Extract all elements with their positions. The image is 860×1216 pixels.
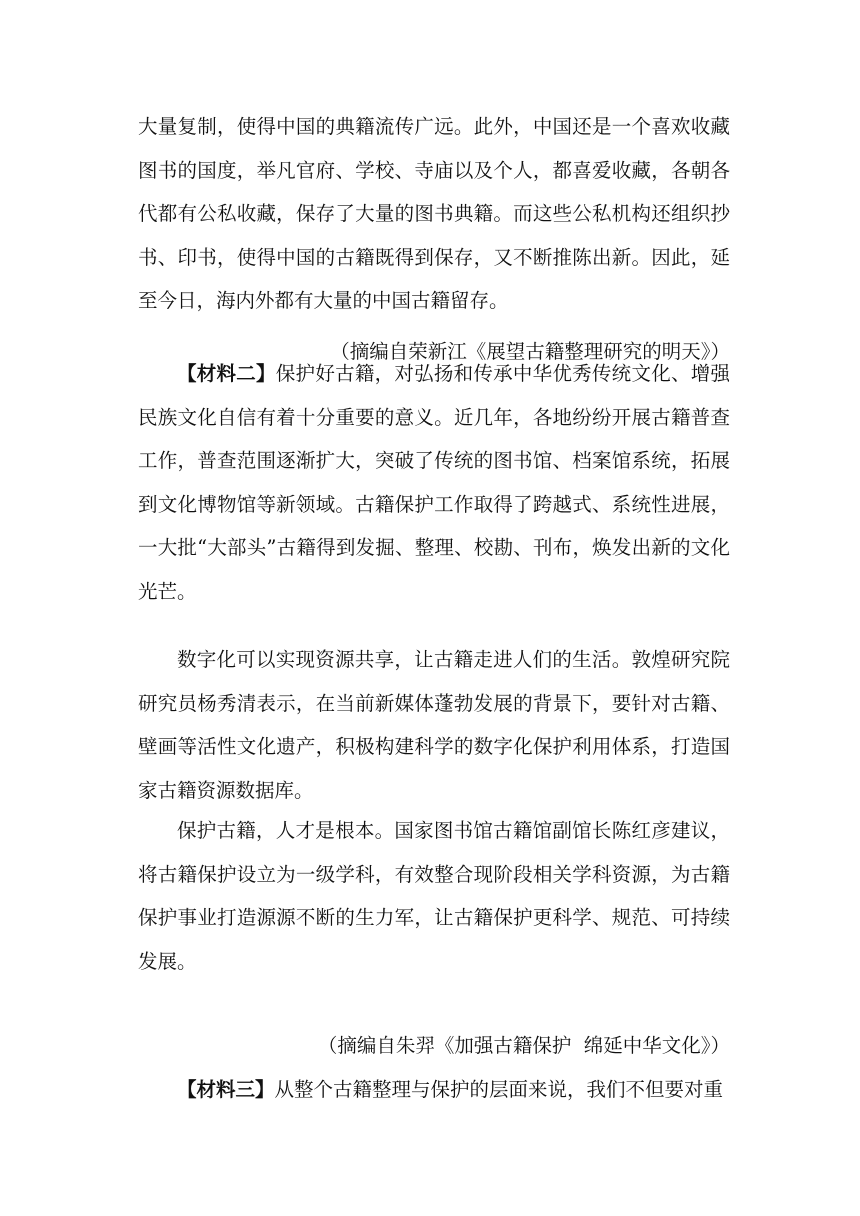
paragraph-continued: 大量复制，使得中国的典籍流传广远。此外，中国还是一个喜欢收藏图书的国度，举凡官府、学校、寺庙以及个人，都喜爱收藏，各朝各代都有公私收藏，保存了大量的图书典籍。而这些公私机构还组织抄书、印书，使得中国的古籍既得到保存，又不断推陈出新。因此，延至今日，海内外都有大量的中国古籍留存。 [138,115,730,313]
material-3-tag: 【材料三】 [177,1078,275,1101]
material-3-text: 从整个古籍整理与保护的层面来说，我们不但要对重 [274,1078,724,1101]
material-2-tag: 【材料二】 [177,362,276,385]
source-citation-1: （摘编自荣新江《展望古籍整理研究的明天》） [330,340,730,363]
material-2-text: 保护好古籍，对弘扬和传承中华优秀传统文化、增强民族文化自信有着十分重要的意义。近几年，各地纷纷开展古籍普查工作，普查范围逐渐扩大，突破了传统的图书馆、档案馆系统，拓展到文化博物馆等新领域。古籍保护工作取得了跨越式、系统性进展，一大批“大部头”古籍得到发掘、整理、校勘、刊布，焕发出新的文化光芒。 [138,362,730,603]
digitization-paragraph: 数字化可以实现资源共享，让古籍走进人们的生活。敦煌研究院研究员杨秀清表示，在当前新媒体蓬勃发展的背景下，要针对古籍、壁画等活性文化遗产，积极构建科学的数字化保护利用体系，打造国家古籍资源数据库。 [138,648,730,802]
material-3-paragraph [138,1068,730,1112]
source-citation-2: （摘编自朱羿《加强古籍保护 绵延中华文化》） [317,1034,730,1057]
material-2-paragraph [138,352,730,614]
talent-paragraph: 保护古籍，人才是根本。国家图书馆古籍馆副馆长陈红彦建议，将古籍保护设立为一级学科，有效整合现阶段相关学科资源，为古籍保护事业打造源源不断的生力军，让古籍保护更科学、规范、可持续发展。 [138,819,730,973]
